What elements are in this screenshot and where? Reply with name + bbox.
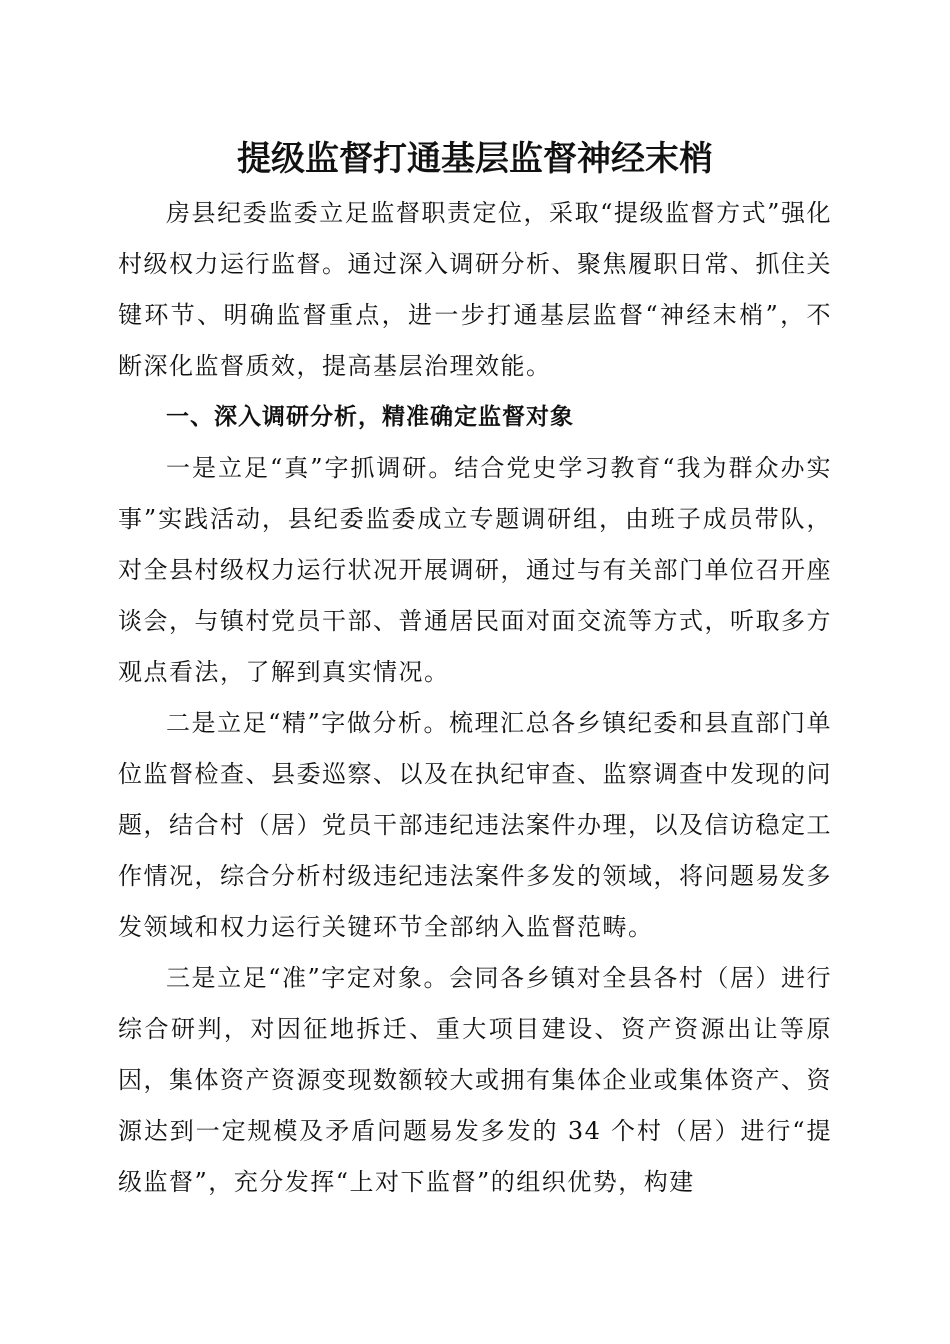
intro-paragraph: 房县纪委监委立足监督职责定位，采取“提级监督方式”强化村级权力运行监督。通过深入调研分析、聚焦履职日常、抓住关键环节、明确监督重点，进一步打通基层监督“神经末梢”，不断深化监督质效，提高基层治理效能。 — [118, 199, 832, 380]
paragraph-3: 三是立足“准”字定对象。会同各乡镇对全县各村（居）进行综合研判，对因征地拆迁、重大项目建设、资产资源出让等原因，集体资产资源变现数额较大或拥有集体企业或集体资产、资源达到一定规模及矛盾问题易发多发的 34 个村（居）进行“提级监督”，充分发挥“上对下监督”的组织优势，构建 — [118, 964, 832, 1196]
document-title: 提级监督打通基层监督神经末梢 — [237, 139, 713, 179]
section-heading-1: 一、深入调研分析，精准确定监督对象 — [166, 404, 574, 430]
document-body — [118, 188, 832, 1208]
paragraph-1: 一是立足“真”字抓调研。结合党史学习教育“我为群众办实事”实践活动，县纪委监委成立专题调研组，由班子成员带队，对全县村级权力运行状况开展调研，通过与有关部门单位召开座谈会，与镇村党员干部、普通居民面对面交流等方式，听取多方观点看法，了解到真实情况。 — [118, 454, 832, 686]
paragraph-2: 二是立足“精”字做分析。梳理汇总各乡镇纪委和县直部门单位监督检查、县委巡察、以及在执纪审查、监察调查中发现的问题，结合村（居）党员干部违纪违法案件办理，以及信访稳定工作情况，综合分析村级违纪违法案件多发的领域，将问题易发多发领域和权力运行关键环节全部纳入监督范畴。 — [118, 709, 832, 941]
